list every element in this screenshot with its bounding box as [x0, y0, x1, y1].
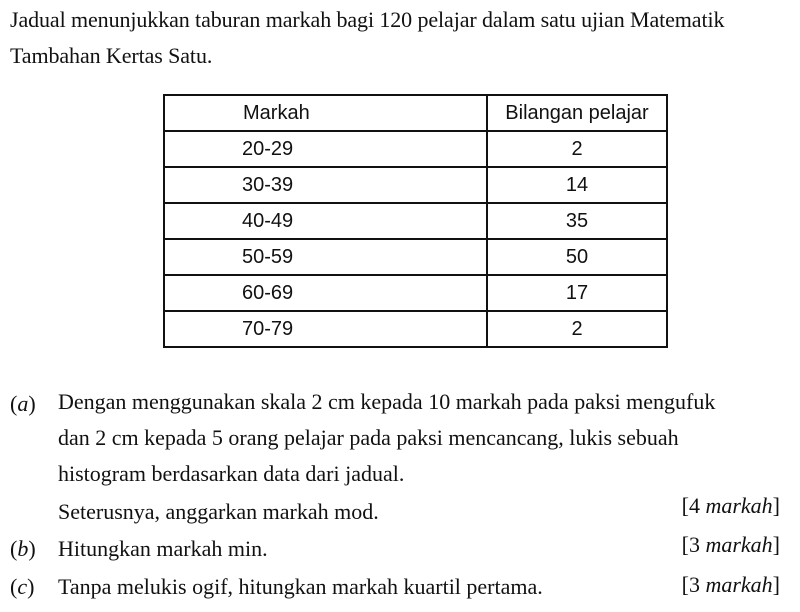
student-count-cell: 14 — [487, 167, 667, 203]
student-count-cell: 50 — [487, 239, 667, 275]
question-b-line-1: Hitungkan markah min. — [58, 536, 268, 561]
table-row — [164, 275, 667, 311]
question-b-label: (b) — [10, 536, 36, 561]
question-c-label: (c) — [10, 574, 35, 599]
question-a — [10, 385, 792, 525]
question-a-line-4: Seterusnya, anggarkan markah mod. — [58, 499, 379, 524]
marks-distribution-table — [163, 94, 668, 348]
intro-line-2: Tambahan Kertas Satu. — [10, 43, 213, 68]
question-c — [10, 570, 792, 606]
intro-line-1: Jadual menunjukkan taburan markah bagi 120 pelajar dalam satu ujian Matematik — [10, 7, 725, 32]
student-count-cell: 2 — [487, 311, 667, 347]
marks-range-cell: 70-79 — [164, 311, 487, 347]
student-count-cell: 2 — [487, 131, 667, 167]
table-row — [164, 167, 667, 203]
question-a-label: (a) — [10, 391, 36, 416]
table-row — [164, 239, 667, 275]
table-row — [164, 131, 667, 167]
marks-range-cell: 50-59 — [164, 239, 487, 275]
table-header-row — [164, 95, 667, 131]
question-b — [10, 532, 792, 566]
question-c-line-1: Tanpa melukis ogif, hitungkan markah kuartil pertama. — [58, 574, 543, 599]
table-row — [164, 203, 667, 239]
question-b-marks: [3 markah] — [681, 532, 780, 557]
question-a-line-2: dan 2 cm kepada 5 orang pelajar pada paksi mencancang, lukis sebuah — [58, 425, 679, 450]
marks-range-cell: 40-49 — [164, 203, 487, 239]
student-count-cell: 35 — [487, 203, 667, 239]
column-header-marks: Markah — [164, 95, 487, 131]
table-row — [164, 311, 667, 347]
student-count-cell: 17 — [487, 275, 667, 311]
column-header-students: Bilangan pelajar — [487, 95, 667, 131]
marks-range-cell: 60-69 — [164, 275, 487, 311]
marks-range-cell: 30-39 — [164, 167, 487, 203]
question-c-marks: [3 markah] — [681, 572, 780, 597]
marks-range-cell: 20-29 — [164, 131, 487, 167]
question-a-line-1: Dengan menggunakan skala 2 cm kepada 10 markah pada paksi mengufuk — [58, 389, 716, 414]
question-a-marks: [4 markah] — [681, 493, 780, 518]
intro-text — [10, 2, 795, 74]
question-a-line-3: histogram berdasarkan data dari jadual. — [58, 461, 405, 486]
